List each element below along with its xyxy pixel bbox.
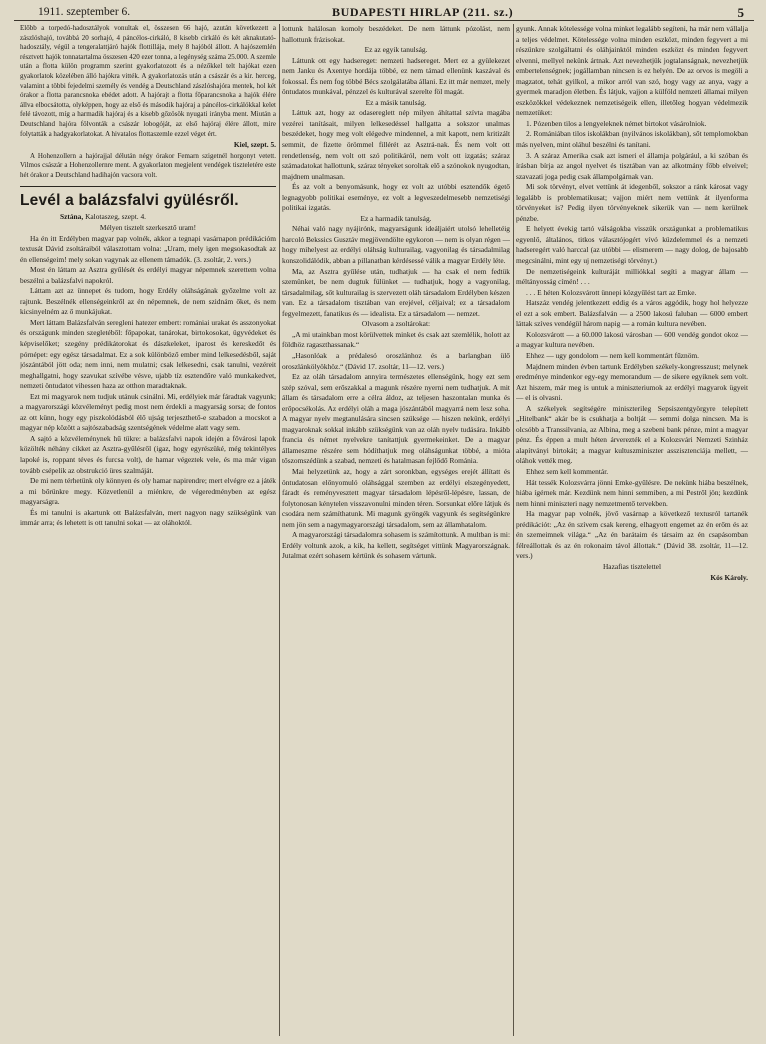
article-headline: Levél a balázsfalvi gyülésről.: [20, 192, 239, 210]
article-paragraph: Láttunk ott egy hadsereget: nemzeti hadsereget. Mert ez a gyülekezet nem Janku és Axentye hordája többé, ez nem támad ellenünk kaszával és fokossal. És nem fog többé Bécs szolgálatába állani. Ez itt már nemzet, mely öntudatos munkával, pénzzel és kulturával szerelte föl magát.: [282, 55, 510, 97]
article-paragraph: De nemzetiségeink kulturáját milliókkal segíti a magyar állam — méltányosság címén! . . .: [516, 266, 748, 287]
article-paragraph: Kolozsvárott — a 60.000 lakosú városban — 600 vendég gondot okoz — a magyar kultura nevében.: [516, 329, 748, 350]
article-paragraph: Hát tessék Kolozsvárra jönni Emke-gyűlésre. De nekünk hiába beszélnek, hiába ígérnek már. Kezdünk nem hinni semmiben, a mi Pestről jön; kezdünk nem hinni miniszteri nagy nemzetmentő tervekben.: [516, 477, 748, 508]
article-separator: [20, 186, 276, 187]
article-paragraph: És mi tanulni is akartunk ott Balázsfalván, mert nagyon nagy szükségünk van immár arra; és lehetett is ott tanulni sokat — az oláhoktól.: [20, 507, 276, 528]
article-paragraph: Ezt mi magyarok nem tudjuk utánuk csinálni. Mi, erdélyiek már fáradtak vagyunk; a magyarországi közvéleményt pedig most nem érdekli a magyarság sorsa; de fontos az ott künn, hogy egy piszkolódásból élő ujság terjeszthető-e szabadon a mocskot a magyar nép között a sajtószabadság szentségének védelme alatt vagy sem.: [20, 391, 276, 433]
lesson-line: Ez az egyik tanulság.: [364, 45, 428, 55]
article-paragraph: A székelyek segítségére miniszterileg Sepsiszentgyörgyre telepített „Hitelbank“ akár be is csukhatja a boltját — semmi dolga nincsen. Ma is olcsóbb a Transsilvania, az Albina, meg a szebeni bank pénze, mint a magyar pénz. És éppen a mult héten árverezték el a Kolozsvári Nemzeti Szinház alapítványi birtokát; a magyar kultuszminiszter asszisztenciája mellett, — oláhok vették meg.: [516, 403, 748, 466]
list-item: 1. Pózenben tilos a lengyeleknek német birtokot vásárolniok.: [526, 118, 707, 128]
article-paragraph: Olvasom a zsoltárokat:: [361, 319, 431, 329]
header-date: 1911. szeptember 6.: [38, 6, 131, 18]
newspaper-title: BUDAPESTI HIRLAP (211. sz.): [332, 5, 514, 19]
article-paragraph: Láttuk azt, hogy az odasereglett nép milyen áhítattal szívta magába vezérei tanításait, milyen lelkesedéssel hallgatta a sokszor unalmas beszédeket, hogy meg volt elégedve mindennel, a mit kapott, nem kritizált semmit, de fizette örömmel fillérét az Asztrá-nak. És nem volt ott rendetlenség, nem volt ott szó politikáról, nem volt ott izgatás; száraz számadatokat hallottunk, száraz tényeket soroltak elő a szónokok nyugodtan, majdnem unalmasan.: [282, 108, 510, 181]
article-paragraph: Ehhez sem kell kommentár.: [526, 466, 609, 476]
list-item: 3. A száraz Amerika csak azt ismeri el államja polgárául, a ki szóban és írásban bírja az angol nyelvet és tisztában van az alkotmány főbb elveivel; szavazati joga pedig csak állampolgárnak van.: [516, 150, 748, 181]
article-paragraph: Ha magyar pap volnék, jövő vasárnap a következő textusról tartanék prédikációt: „Az én szívem csak kereng, elhagyott engemet az én erőm és az én szemeimnek világa.“ „Az én barátaim és társaim az én csapásomban félreállottak és az én rokonaim távol állottak.“ (Dávid 38. zsoltár, 11—12. vers.): [516, 509, 748, 561]
column-1: [20, 24, 276, 1038]
article-paragraph: gyunk. Annak kötelessége volna minket legalább segíteni, ha már nem vállalja a teljes védelmet. Kötelessége volna minden eszközt, minden fegyvert a mi részünkre szolgáltatni és oláhjainktól minden eszközt és minden fegyvert elvenni, mellyel nekünk ártnak. Azt nevezhetjük jogtalanságnak, nevezhetjük embertelenségnek; jogállamban nincsen is ez helyén. De az orvos is megöli a magzatot, tehát gyilkol, a mikor arról van szó, hogy vagy az anya, vagy a gyermek maradjon életben. És látjuk, vajjon a külföld nemzeti államai milyen eszközökkel védekeznek nemzetiségeik ellen, illetőleg hogyan védelmezik nemzetüket:: [516, 24, 748, 118]
article-paragraph: Ez az oláh társadalom annyira természetes ellenségünk, hogy ezt sem szép szóval, sem erőszakkal a magunk részére nyerni nem tudhatjuk. A mit állam és társadalom erre a célra áldoz, az teljesen haszontalan munka és erőpocsékolás. Az erdélyi oláh a maga jószántából magyarrá nem lesz soha. A magyar nyelv megtanulására sincsen szüksége — hiszen nekünk, erdélyi magyaroknak sokkal inkább szükségünk van az oláh nyelv tudására. Inkább francia és német nyelvekre tanítattjuk gyermekeinket. De a magyar állameszme részére sem hódíthatjuk meg oláhságunkat többé, a mióta tőszomszédünk a szabad, nemzeti és hatalmasan fejlődő Románia.: [282, 372, 510, 466]
column-2: [282, 24, 510, 1038]
closing-line: Hazafias tisztelettel: [602, 561, 662, 571]
article-paragraph: Mert láttam Balázsfalván seregleni hatezer embert: romániai urakat és asszonyokat és országunk minden szegletéből: főpapokat, tanárokat, birtokosokat, ügyvédeket és képviselőket; szegény prédikátorokat és dászkeleket, iparost és kereskedőt és pórnépet: egy egész társadalmat. Ez a sok különböző ember mind lelkesedésből, saját jószántából jött oda; nem inni, nem mulatni; csak lelkesedni, csak tanulni, vezéreit meghallgatni, hogy szavukat szívébe vésve, ujabb tíz esztendőre való munkakedvet, nemzeti öntudatot vihessen haza az otthon maradtaknak.: [20, 317, 276, 391]
list-item: 2. Romániában tilos iskolákban (nyilvános iskolákban), sőt templomokban más nyelven, mint oláhul beszélni és tanítani.: [516, 129, 748, 150]
psalm-quote: „Hasonlóak a prédalesó oroszlánhoz és a barlangban ülő oroszlánkölyökhöz.“ (Dávid 17. zsoltár, 11—12. vers.): [282, 350, 510, 371]
page-number: 5: [737, 5, 744, 20]
column-3: [516, 24, 748, 1038]
article-paragraph: A sajtó a közvéleménynek hű tükre: a balázsfalvi napok idején a fővárosi lapok közölték néhány cikket az Asztra-gyűlésről (igaz, hogy egyrészüké, még tekintélyes lapoké is, roppant téves és furcsa volt), de hamar végeztek vele, és ma már vigan tovább csépelik az obstrukció üres szalmáját.: [20, 433, 276, 475]
article-paragraph: Hatszáz vendég jelentkezett eddig és a város aggódik, hogy hol helyezze el ezt a sok embert. Balázsfalván — a 2500 lakosú faluban — 6000 embert láttak szíves vendégül három napig — a román kultura nevében.: [516, 298, 748, 329]
article-paragraph: Majdnem minden évben tartunk Erdélyben székely-kongresszust; melynek eredménye mindenkor egy-egy memorandum — de sikere egyiknek sem volt. Azt hiszem, már meg is untuk a miniszteriumok az erdélyi magyarok ügyeit — el is olvasni.: [516, 361, 748, 403]
article-paragraph: Mi sok törvényt, elvet vettünk át idegenből, sokszor a ránk károsat vagy legalább is problematikusat; vajjon miért nem vettünk át ilyenforma törvényeket is? Pedig ilyen törvényeknek sikerük van — nem kerülnek pénzbe.: [516, 182, 748, 223]
psalm-quote: „A mi utainkban most körülvettek minket és csak azt szemlélik, holott az földhöz ragaszthassanak.“: [282, 329, 510, 350]
dateline-kiel: Kiel, szept. 5.: [233, 140, 276, 150]
column-rule: [279, 24, 280, 1036]
lesson-line: Ez a harmadik tanulság.: [360, 213, 432, 223]
article-paragraph: De mi nem térhetünk oly könnyen és oly hamar napirendre; mert elvégre ez a játék a mi bőrünkre megy. Közvetlenül a miénkre, de végeredményben az egész magyarságra.: [20, 476, 276, 507]
article-paragraph: Mai helyzetünk az, hogy a zárt soronkban, egységes erejét állítatt és öntudatosan előnyomuló oláhsággal szemben az erdélyi elszegényedett, fáradt és reményvesztett magyar társadalom lépésről-lépésre, lassan, de folytonosan kénytelen visszavonulni minden téren. Sorsunkat előre látjuk és csodára nem számíthatunk. Mi magunk gyöngék vagyunk és segítségünkre nem jön sem a nagymagyarországi társadalom, sem az államhatalom.: [282, 466, 510, 529]
page-header: [14, 6, 754, 21]
article-paragraph: E helyett évekig tartó válságokba visszük országunkat a problematikus egyenlő, általános, titkos választójogért vívó küzdelemmel és a nemzeti hadseregért való harccal (az utóbbi — elismerem — nagy dolog, de bajosabb megcsinálni, mint egy uj nemzetiségi törvényt.): [516, 224, 748, 266]
author-signature: Kós Károly.: [710, 573, 748, 583]
column-rule: [513, 24, 514, 1036]
fleet-review-text: Előbb a torpedó-hadosztályok vonultak el, összesen 66 hajó, azután következett a zászlóshajó, továbbá 20 sorhajó, 4 páncélos-cirkáló, 8 kisebb cirkáló és két aknakutató-hadosztály, végül a tengeralattjáró hajók flottillája, mely 8 hajóból állott. A hajószemlén résztvett hajók tonnatartalma összesen 420 ezer tonna, a legénység száma 25.000. A szemle után a flotta külön programm szerint gyakorlatozott és a nézőkkel telt hajókat ezen gyakorlatok közelében álló hajókra vitték. A gyakorlatozás után a császár és a kir. herceg, valamint a többi fejedelmi személy és vendég a Deutschland zászlóshajóra mentek, hol két órakor a flotta parancsnoka ebédet adott. A hajórajt a flotta főparancsnoka a hajók élére állva elbocsátotta, olyképpen, hogy az első és második hajóraj a páncélos-cirkálókkal kelet felé távozott, míg a harmadik hajóraj és a kisebb gőzösök nyugati irányba ment. Miután a Deutschland hajóra fölvonták a császár lobogóját, az első hajóraj élére állott, mire folytatták a hadgyakorlatokat. A hivatalos flottaszemle ezzel véget ért.: [20, 24, 276, 138]
article-paragraph: . . . E héten Kolozsvárott ünnepi közgyűlést tart az Emke.: [526, 287, 697, 297]
kiel-text: A Hohenzollern a hajórajjal délután négy órakor Femarn szigetnél horgonyt vetett. Vilmos császár a Hohenzollernre ment. A gyakorlaton megjelent vendégek tiszteletére este hét órakor a Deutschland hadihajón vacsora volt.: [20, 151, 276, 179]
article-paragraph: Ehhez — ugy gondolom — nem kell kommentárt fűznöm.: [526, 350, 700, 360]
lesson-line: Ez a másik tanulság.: [365, 97, 427, 107]
article-paragraph: És az volt a benyomásunk, hogy ez volt az utóbbi esztendők égető legnagyobb politikai eseménye, ez volt a legveszedelmesebb nemzetiségi politikai izgatás.: [282, 182, 510, 213]
article-paragraph: Ma, az Asztra gyűlése után, tudhatjuk — ha csak el nem fedtük szemünket, be nem dugtuk fülünket — tudhatjuk, hogy a vagyonilag, társadalmilag, sőt kulturailag is szervezett oláh társadalom Erdélyben készen van. Ez a társadalom tisztában van erejével, céljaival; ez a társadalom fegyelmezett, fanatikus és — idealista. Ez a társadalom — nemzet.: [282, 266, 510, 318]
salutation: Mélyen tisztelt szerkesztő uram!: [99, 223, 197, 232]
article-paragraph: lottunk halálosan komoly beszédeket. De nem láttunk pózolást, nem hallottunk frázisokat.: [282, 24, 510, 44]
article-dateline: [20, 212, 276, 223]
dateline-date: Kalotaszeg, szept. 4.: [85, 212, 147, 222]
article-paragraph: Ha én itt Erdélyben magyar pap volnék, akkor a tegnapi vasárnapon prédikációm textusát Dávid zsoltáraiból választottam volna: „Uram, mely igen megsokasodtak az én ellenségeim! mely sokan vagynak az ellenem támadók. (3. zsoltár, 2. vers.): [20, 233, 276, 264]
article-paragraph: A magyarországi társadalomra sohasem is számítottunk. A multban is mi: Erdély voltunk azok, a kik, ha kellett, segítséget vittünk Magyarországnak. Jutalmat ezért sohasem kértünk és sohasem vártunk.: [282, 530, 510, 561]
article-paragraph: Láttam azt az ünnepet és tudom, hogy Erdély oláhságának győzelme volt az rajtunk. Beszélnék ellenségeinkről az én népemnek, de nem szidnám őket, és nem kicsinyelném az ő munkájukat.: [20, 286, 276, 317]
dateline-place: Sztána,: [60, 212, 84, 222]
article-paragraph: Néhai való nagy nyájirónk, magyarságunk ideáljaiért utolsó lehelletéig harcoló Bekssics Gusztáv megjövendölte egykoron — nem is olyan régen — hogy mihelyest az erdélyi oláhság kulturailag, vagyonilag és társadalmilag konszolidálódik, abban a pillanatban kérdésessé válik a magyar Erdély léte.: [282, 224, 510, 266]
article-paragraph: Most én láttam az Asztra gyűlését és erdélyi magyar népemnek szerettem volna beszélni a balázsfalvi napokról.: [20, 265, 276, 285]
